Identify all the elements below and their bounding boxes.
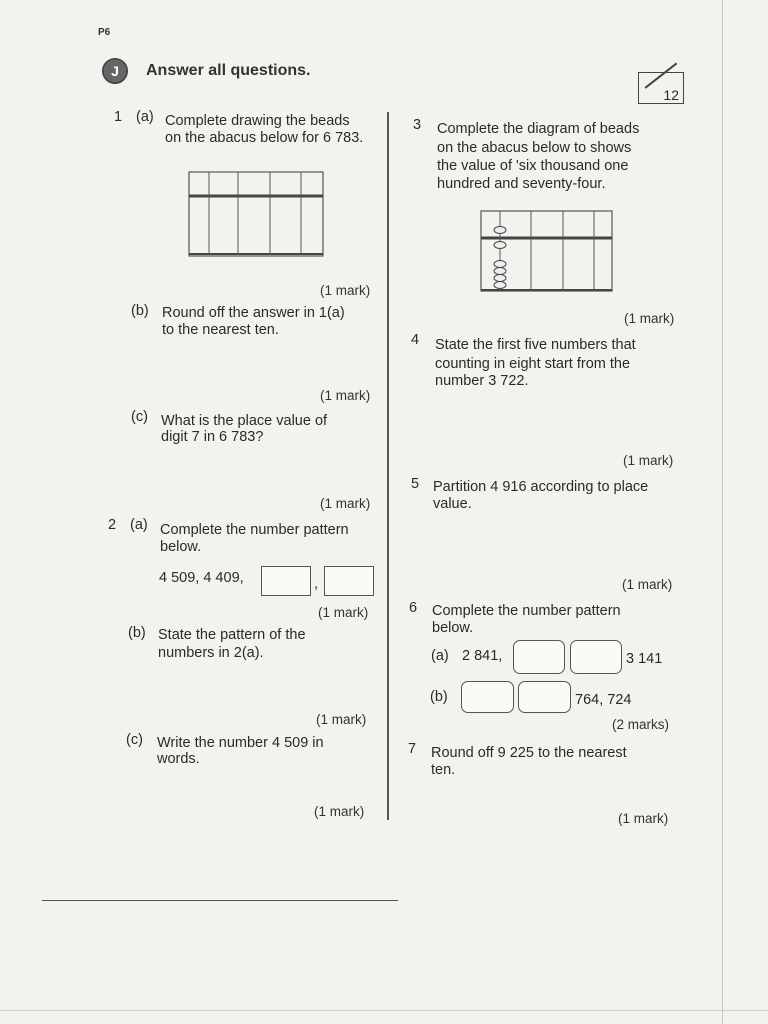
q7-text-line1: Round off 9 225 to the nearest	[431, 745, 627, 761]
q1-abacus[interactable]	[186, 168, 326, 260]
q3-text-line2: on the abacus below to shows	[437, 140, 632, 156]
q7-mark: (1 mark)	[618, 811, 669, 826]
abacus-bead	[494, 275, 506, 282]
q1c-text-line1: What is the place value of	[161, 413, 328, 429]
q6b-end: 764, 724	[575, 692, 632, 708]
q2a-label: (a)	[130, 517, 148, 533]
page-edge-bottom	[0, 1010, 768, 1011]
q6a-answer-box-1[interactable]	[513, 640, 565, 674]
q2a-text-line2: below.	[160, 539, 202, 555]
q1b-mark: (1 mark)	[320, 388, 371, 403]
abacus-bead	[494, 268, 506, 275]
column-divider	[387, 112, 389, 820]
q6-text-line1: Complete the number pattern	[432, 603, 621, 619]
q6-number: 6	[409, 600, 418, 616]
q6a-label: (a)	[431, 648, 449, 664]
q3-abacus[interactable]	[478, 207, 616, 295]
q6-text-line2: below.	[432, 620, 474, 636]
q3-number: 3	[413, 117, 422, 133]
abacus-bead	[494, 261, 506, 268]
q6a-end: 3 141	[626, 651, 663, 667]
q2a-answer-box-1[interactable]	[261, 566, 311, 596]
abacus-bead	[494, 242, 506, 249]
q2b-text-line2: numbers in 2(a).	[158, 645, 264, 661]
bottom-rule	[42, 900, 398, 901]
abacus-bead	[494, 227, 506, 234]
abacus-bead	[494, 282, 506, 289]
q5-number: 5	[411, 476, 420, 492]
q2a-separator: ,	[314, 576, 319, 592]
page-edge-right	[722, 0, 723, 1024]
q3-mark: (1 mark)	[624, 311, 675, 326]
q5-text-line1: Partition 4 916 according to place	[433, 479, 649, 495]
q3-text-line4: hundred and seventy-four.	[437, 176, 606, 192]
q1b-label: (b)	[131, 303, 149, 319]
q4-text-line1: State the first five numbers that	[435, 337, 636, 353]
q4-text-line3: number 3 722.	[435, 373, 529, 389]
score-slash	[645, 63, 677, 89]
q7-number: 7	[408, 741, 417, 757]
q1c-label: (c)	[131, 409, 148, 425]
q1b-text-line2: to the nearest ten.	[162, 322, 279, 338]
q1a-mark: (1 mark)	[320, 283, 371, 298]
q6a-answer-box-2[interactable]	[570, 640, 622, 674]
q3-text-line1: Complete the diagram of beads	[437, 121, 640, 137]
q2c-mark: (1 mark)	[314, 804, 365, 819]
q2b-text-line1: State the pattern of the	[158, 627, 306, 643]
q4-text-line2: counting in eight start from the	[435, 356, 631, 372]
score-total: 12	[663, 87, 679, 103]
q2c-text-line2: words.	[157, 751, 200, 767]
q5-text-line2: value.	[433, 496, 472, 512]
page-heading: Answer all questions.	[146, 62, 311, 79]
q2c-label: (c)	[126, 732, 143, 748]
q2c-text-line1: Write the number 4 509 in	[157, 735, 324, 751]
q1c-mark: (1 mark)	[320, 496, 371, 511]
q2a-pattern: 4 509, 4 409,	[159, 570, 244, 586]
section-letter: J	[104, 60, 126, 82]
q3-text-line3: the value of 'six thousand one	[437, 158, 629, 174]
q6a-start: 2 841,	[462, 648, 503, 664]
q4-mark: (1 mark)	[623, 453, 674, 468]
q2a-answer-box-2[interactable]	[324, 566, 374, 596]
q2a-text-line1: Complete the number pattern	[160, 522, 349, 538]
section-badge	[102, 58, 128, 84]
q6b-answer-box-2[interactable]	[518, 681, 571, 713]
q5-mark: (1 mark)	[622, 577, 673, 592]
q2-number: 2	[108, 517, 117, 533]
q1a-text-line2: on the abacus below for 6 783.	[165, 130, 364, 146]
q1a-label: (a)	[136, 109, 154, 125]
q1-number: 1	[114, 109, 123, 125]
q4-number: 4	[411, 332, 420, 348]
q1c-text-line2: digit 7 in 6 783?	[161, 429, 264, 445]
q1b-text-line1: Round off the answer in 1(a)	[162, 305, 345, 321]
q2b-mark: (1 mark)	[316, 712, 367, 727]
q6-mark: (2 marks)	[612, 717, 669, 732]
q7-text-line2: ten.	[431, 762, 456, 778]
q2b-label: (b)	[128, 625, 146, 641]
score-box[interactable]	[638, 72, 684, 104]
q1a-text-line1: Complete drawing the beads	[165, 113, 350, 129]
q2a-mark: (1 mark)	[318, 605, 369, 620]
q6b-answer-box-1[interactable]	[461, 681, 514, 713]
page-label: P6	[98, 27, 111, 38]
q6b-label: (b)	[430, 689, 448, 705]
